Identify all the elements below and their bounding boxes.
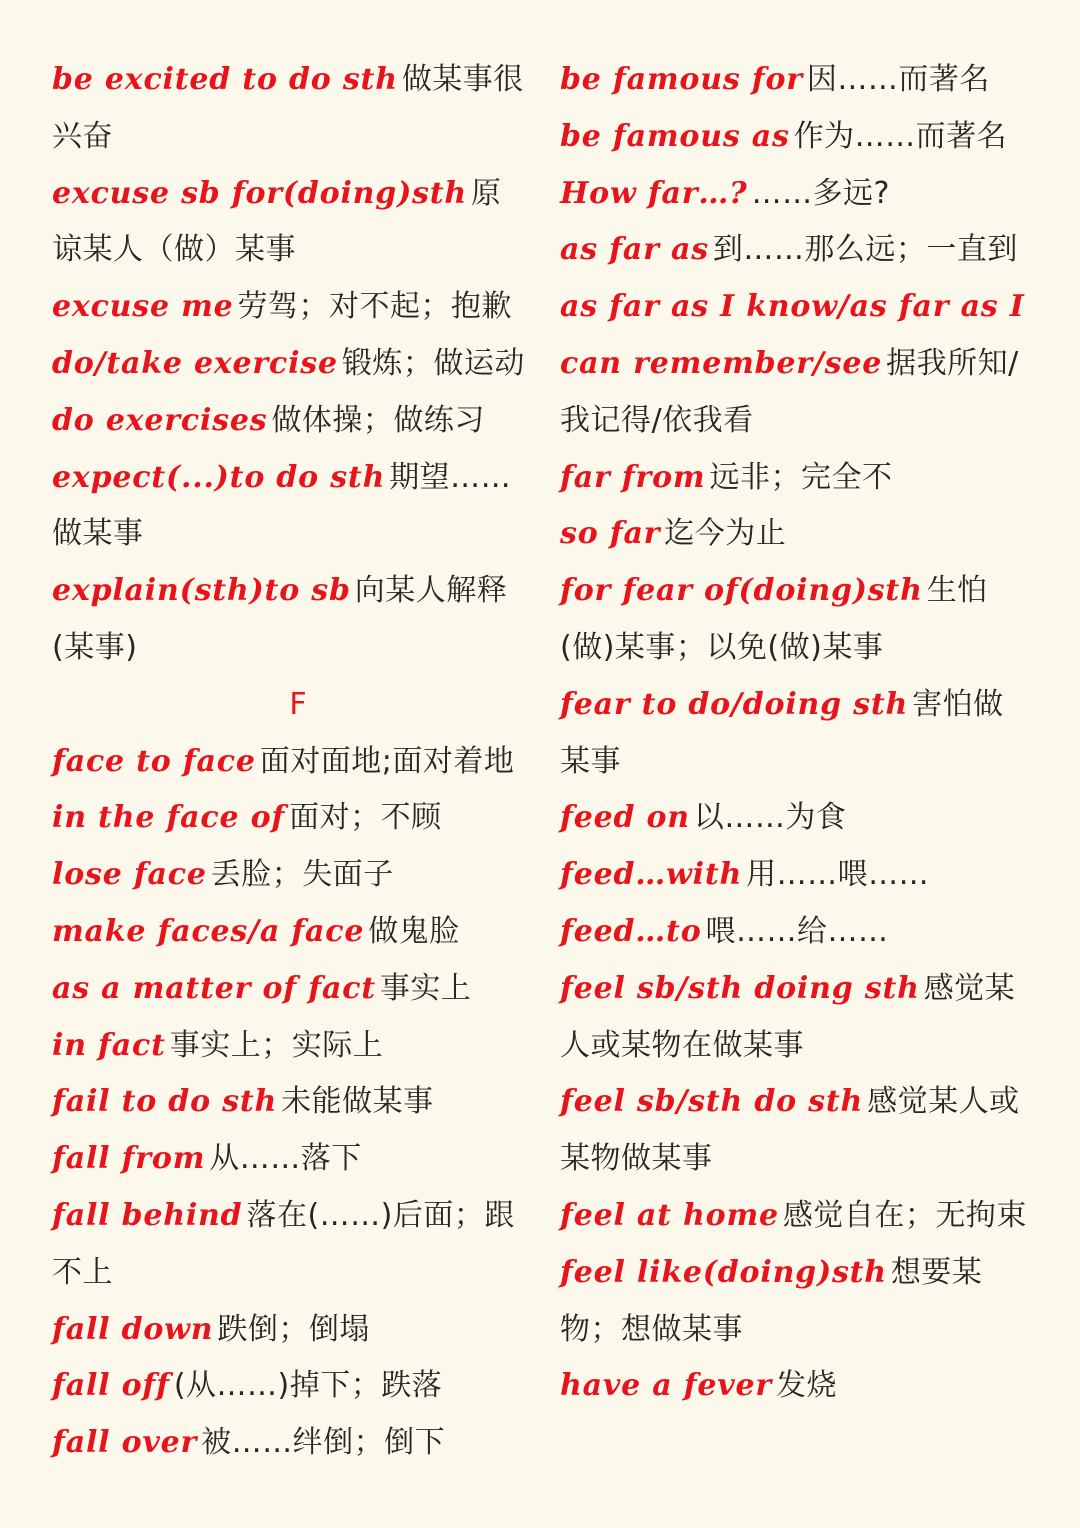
chinese-meaning: 劳驾；对不起；抱歉 <box>237 289 513 325</box>
chinese-meaning: 据我所知/我记得/依我看 <box>560 345 1019 438</box>
left-column <box>52 52 530 1472</box>
chinese-meaning: 迄今为止 <box>664 516 787 552</box>
chinese-meaning: ……多远? <box>751 175 890 211</box>
english-phrase: fall off <box>52 1368 170 1404</box>
chinese-meaning: 用……喂…… <box>746 857 930 893</box>
english-phrase: in fact <box>52 1027 166 1063</box>
english-phrase: fall over <box>52 1425 198 1461</box>
chinese-meaning: 事实上；实际上 <box>169 1027 384 1063</box>
english-phrase: feed on <box>560 800 690 836</box>
english-phrase: in the face of <box>52 800 286 836</box>
phrase-entry <box>52 1131 530 1188</box>
phrase-entry <box>560 166 1032 223</box>
english-phrase: face to face <box>52 743 256 779</box>
phrase-entry <box>560 790 1032 847</box>
english-phrase: fear to do/doing sth <box>560 686 909 722</box>
chinese-meaning: 以……为食 <box>693 800 847 836</box>
chinese-meaning: 害怕做某事 <box>560 686 1004 779</box>
phrase-entry <box>52 1018 530 1075</box>
chinese-meaning: 被……绊倒；倒下 <box>201 1425 446 1461</box>
phrase-entry <box>52 166 530 280</box>
chinese-meaning: 因……而著名 <box>806 62 990 97</box>
english-phrase: as far as I know/as far as I can remember/see <box>560 289 1025 381</box>
phrase-entry <box>560 1245 1032 1359</box>
section-letter-heading: F <box>289 686 307 722</box>
phrase-entry <box>52 52 530 166</box>
phrase-entry <box>560 222 1032 279</box>
phrase-entry <box>560 279 1032 449</box>
chinese-meaning: 远非；完全不 <box>709 459 893 495</box>
chinese-meaning: 事实上 <box>379 970 472 1006</box>
english-phrase: feel like(doing)sth <box>560 1254 887 1290</box>
chinese-meaning: 未能做某事 <box>281 1084 434 1120</box>
english-phrase: far from <box>560 459 706 495</box>
phrase-entry <box>560 52 1032 109</box>
phrase-entry <box>52 1302 530 1359</box>
chinese-meaning: 期望……做某事 <box>52 459 512 552</box>
chinese-meaning: 原谅某人（做）某事 <box>52 175 502 268</box>
phrase-entry <box>560 847 1032 904</box>
phrase-entry <box>560 904 1032 961</box>
phrase-entry <box>52 961 530 1018</box>
chinese-meaning: 面对；不顾 <box>289 800 442 836</box>
english-phrase: for fear of(doing)sth <box>560 573 923 609</box>
phrase-entry <box>52 847 530 904</box>
phrase-entry <box>52 904 530 961</box>
english-phrase: so far <box>560 516 661 552</box>
english-phrase: lose face <box>52 857 207 893</box>
english-phrase: be famous for <box>560 62 803 97</box>
phrase-entry <box>52 393 530 450</box>
chinese-meaning: (从……)掉下；跌落 <box>173 1368 443 1404</box>
right-column <box>560 52 1032 1415</box>
chinese-meaning: 锻炼；做运动 <box>341 345 525 381</box>
english-phrase: do/take exercise <box>52 345 338 381</box>
phrase-entry <box>560 563 1032 677</box>
english-phrase: feed…with <box>560 857 743 893</box>
english-phrase: fall from <box>52 1141 206 1177</box>
phrase-entry <box>52 336 530 393</box>
phrase-entry <box>52 279 530 336</box>
phrase-entry <box>52 450 530 564</box>
english-phrase: fail to do sth <box>52 1084 278 1120</box>
english-phrase: feel at home <box>560 1197 779 1233</box>
chinese-meaning: 向某人解释(某事) <box>52 573 508 665</box>
chinese-meaning: 喂……给…… <box>705 913 889 949</box>
phrase-entry <box>52 563 530 677</box>
english-phrase: feed…to <box>560 913 702 949</box>
chinese-meaning: 生怕(做)某事；以免(做)某事 <box>560 573 988 665</box>
chinese-meaning: 落在(……)后面；跟不上 <box>52 1197 515 1290</box>
chinese-meaning: 做鬼脸 <box>368 913 460 949</box>
english-phrase: explain(sth)to sb <box>52 573 351 609</box>
english-phrase: be excited to do sth <box>52 62 398 97</box>
left-entries-bottom <box>52 734 530 1472</box>
phrase-entry <box>52 734 530 791</box>
english-phrase: make faces/a face <box>52 913 365 949</box>
english-phrase: as far as <box>560 232 709 268</box>
english-phrase: expect(...)to do sth <box>52 459 386 495</box>
english-phrase: fall down <box>52 1311 214 1347</box>
phrase-entry <box>52 1358 530 1415</box>
chinese-meaning: 感觉某人或某物在做某事 <box>560 970 1016 1063</box>
phrase-entry <box>560 677 1032 791</box>
phrase-entry <box>560 109 1032 166</box>
english-phrase: fall behind <box>52 1197 243 1233</box>
phrase-entry <box>52 1415 530 1472</box>
chinese-meaning: 跌倒；倒塌 <box>217 1311 370 1347</box>
phrase-entry <box>560 506 1032 563</box>
chinese-meaning: 作为……而著名 <box>793 118 1008 154</box>
english-phrase: feel sb/sth do sth <box>560 1084 864 1120</box>
chinese-meaning: 感觉自在；无拘束 <box>782 1197 1027 1233</box>
english-phrase: feel sb/sth doing sth <box>560 970 920 1006</box>
chinese-meaning: 到……那么远；一直到 <box>712 232 1018 268</box>
english-phrase: do exercises <box>52 402 268 438</box>
chinese-meaning: 发烧 <box>776 1368 838 1404</box>
chinese-meaning: 想要某物；想做某事 <box>560 1254 983 1347</box>
chinese-meaning: 丢脸；失面子 <box>210 857 394 893</box>
chinese-meaning: 感觉某人或某物做某事 <box>560 1084 1020 1177</box>
phrase-entry <box>560 1188 1032 1245</box>
english-phrase: be famous as <box>560 118 790 154</box>
english-phrase: excuse me <box>52 289 234 325</box>
english-phrase: have a fever <box>560 1368 773 1404</box>
phrase-entry <box>560 450 1032 507</box>
left-entries-top <box>52 52 530 677</box>
phrase-entry <box>560 1074 1032 1188</box>
english-phrase: How far…? <box>560 175 748 211</box>
chinese-meaning: 从……落下 <box>209 1141 362 1177</box>
english-phrase: as a matter of fact <box>52 970 376 1006</box>
english-phrase: excuse sb for(doing)sth <box>52 175 468 211</box>
phrase-entry <box>52 1188 530 1302</box>
chinese-meaning: 做体操；做练习 <box>271 402 485 438</box>
phrase-entry <box>52 1074 530 1131</box>
phrase-entry <box>560 1358 1032 1415</box>
chinese-meaning: 做某事很兴奋 <box>52 62 524 154</box>
chinese-meaning: 面对面地;面对着地 <box>259 743 515 779</box>
phrase-entry <box>52 790 530 847</box>
phrase-entry <box>560 961 1032 1075</box>
